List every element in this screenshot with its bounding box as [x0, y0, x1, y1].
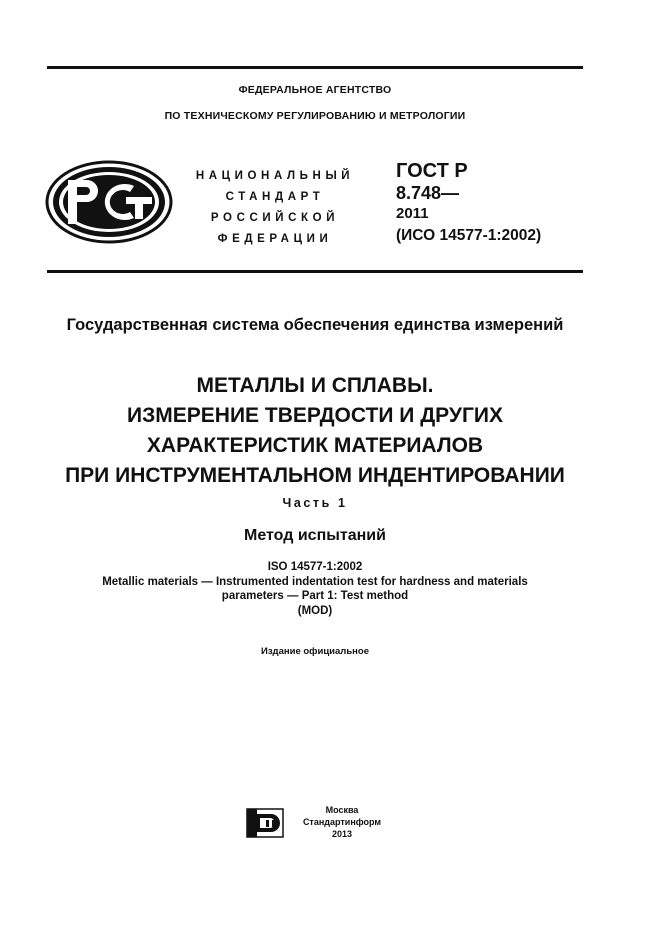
iso-code: ISO 14577-1:2002 — [267, 561, 363, 573]
main-title — [20, 371, 610, 491]
gost-line-4: (ИСО 14577-1:2002) — [396, 227, 542, 244]
system-title: Государственная система обеспечения единства измерений — [66, 316, 564, 334]
publisher-name: Стандартинформ — [302, 817, 382, 827]
top-rule — [47, 66, 583, 69]
iso-reference — [20, 560, 610, 618]
iso-title-line-1: Metallic materials — Instrumented indentation test for hardness and materials — [102, 575, 528, 588]
edition-label: Издание официальное — [261, 646, 369, 657]
agency-line-2: ПО ТЕХНИЧЕСКОМУ РЕГУЛИРОВАНИЮ И МЕТРОЛОГИИ — [164, 110, 466, 122]
standard-type — [180, 166, 370, 250]
standard-type-line-1: НАЦИОНАЛЬНЫЙ — [195, 170, 355, 182]
middle-rule — [47, 270, 583, 273]
gost-line-2: 8.748— — [396, 183, 460, 203]
standard-type-line-3: РОССИЙСКОЙ — [210, 212, 340, 224]
method-title: Метод испытаний — [244, 527, 386, 544]
main-title-line-2: ИЗМЕРЕНИЕ ТВЕРДОСТИ И ДРУГИХ — [127, 404, 503, 427]
gost-line-1: ГОСТ Р — [396, 160, 468, 182]
main-title-line-3: ХАРАКТЕРИСТИК МАТЕРИАЛОВ — [146, 434, 484, 457]
iso-title-line-2: parameters — Part 1: Test method — [221, 590, 409, 602]
agency-line-1: ФЕДЕРАЛЬНОЕ АГЕНТСТВО — [238, 84, 392, 96]
gost-designation — [396, 160, 541, 248]
gost-line-3: 2011 — [396, 205, 429, 222]
publisher-year: 2013 — [331, 829, 353, 839]
standartinform-logo-icon — [246, 808, 284, 838]
publisher-info — [296, 804, 388, 840]
main-title-line-1: МЕТАЛЛЫ И СПЛАВЫ. — [196, 374, 434, 397]
standard-type-line-4: ФЕДЕРАЦИИ — [217, 233, 333, 245]
main-title-line-4: ПРИ ИНСТРУМЕНТАЛЬНОМ ИНДЕНТИРОВАНИИ — [65, 464, 565, 487]
publisher-city: Москва — [325, 805, 359, 815]
part-label: Часть 1 — [282, 496, 348, 510]
iso-mod: (MOD) — [297, 604, 333, 617]
standard-type-line-2: СТАНДАРТ — [225, 191, 325, 203]
rosstandart-logo-icon — [44, 160, 174, 244]
